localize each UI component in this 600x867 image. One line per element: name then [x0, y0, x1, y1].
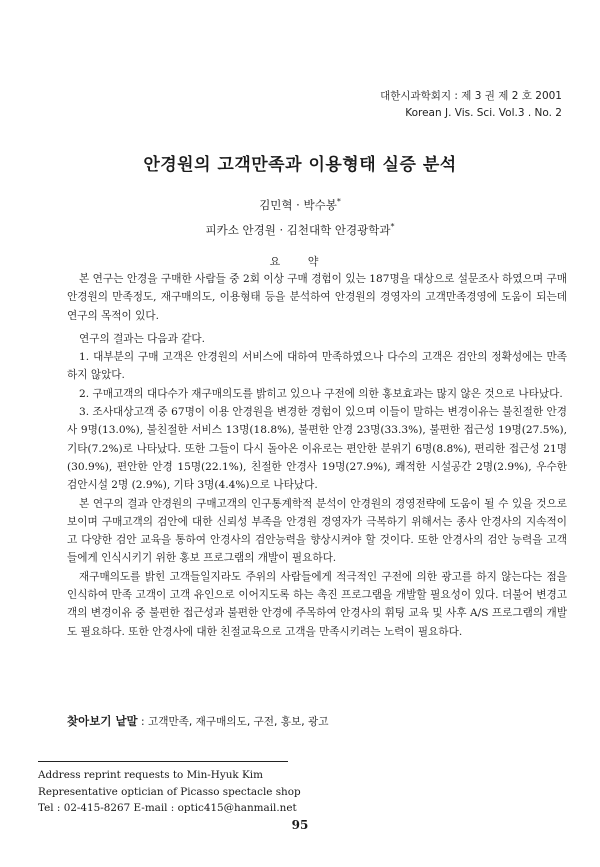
footnote-line-3: Tel : 02-415-8267 E-mail : optic415@hanmail.net: [38, 802, 297, 814]
footnote-line-2: Representative optician of Picasso spectacle shop: [38, 785, 301, 798]
abstract-paragraph: 2. 구매고객의 대다수가 재구매의도를 밝히고 있으나 구전에 의한 홍보효과는 많지 않은 것으로 나타났다.: [79, 387, 563, 400]
abstract-paragraph: 연구의 결과는 다음과 같다.: [79, 332, 206, 345]
journal-english: Korean J. Vis. Sci. Vol.3 . No. 2: [405, 107, 562, 119]
keywords-label: 찾아보기 낱말: [67, 714, 138, 728]
affiliation-line: [0, 216, 600, 241]
footnote-divider: [38, 761, 288, 762]
footnote-line-1: Address reprint requests to Min-Hyuk Kim: [38, 769, 263, 781]
abstract-paragraph: 본 연구의 결과 안경원의 구매고객의 인구통계학적 분석이 안경원의 경영전략에 도움이 될 수 있을 것으로 보이며 구매고객의 검안에 대한 신뢰성 부족을 안경원 경영자가 극복하기 위해서는 종사 안경사의 지속적이고 다양한 검안 교육을 통하여 안경사의 검안능력을 향상시켜야 할 것이다. 또한 안경사의 검안 능력을 고객들에게 인식시키기 위한 홍보 프로그램의 개발이 필요하다.: [67, 497, 567, 565]
page-number: 95: [291, 818, 309, 832]
abstract-heading: 요 약: [269, 255, 331, 268]
abstract-paragraph: 본 연구는 안경을 구매한 사람들 중 2회 이상 구매 경험이 있는 187명을 대상으로 설문조사 하였으며 구매 안경원의 만족정도, 재구매의도, 이용형태 등을 분석하여 안경원의 경영자의 고객만족경영에 도움이 되는데 연구의 목적이 있다.: [67, 273, 567, 322]
abstract-paragraph: 3. 조사대상고객 중 67명이 이용 안경원을 변경한 경험이 있으며 이들이 말하는 변경이유는 불친절한 안경사 9명(13.0%), 불친절한 서비스 13명(18.8%), 불편한 안경 23명(33.3%), 불편한 접근성 19명(27.5%), 기타(7.2%)로 나타났다. 또한 그들이 다시 돌아온 이유로는 편안한 분위기 6명(8.8%), 편리한 접근성 21명(30.9%), 편안한 안경 15명(22.1%), 친절한 안경사 19명(27.9%), 쾌적한 시설공간 2명(2.9%), 우수한 검안시설 2명 (2.9%), 기타 3명(4.4%)으로 나타났다.: [67, 406, 567, 492]
paper-title: 안경원의 고객만족과 이용형태 실증 분석: [143, 155, 457, 175]
journal-korean: 대한시과학회지 : 제 3 권 제 2 호 2001: [380, 90, 562, 102]
author-affiliation: 피카소 안경원 · 김천대학 안경광학과: [205, 222, 391, 237]
affiliation-mark: *: [390, 221, 395, 231]
author-names-line: [0, 191, 600, 216]
author-names: 김민혁 · 박수봉: [259, 197, 337, 212]
keywords-line: [67, 713, 567, 729]
author-block: [0, 191, 600, 241]
abstract-paragraph: 1. 대부분의 구매 고객은 안경원의 서비스에 대하여 만족하였으나 다수의 고객은 검안의 정확성에는 만족하지 않았다.: [67, 351, 567, 382]
abstract-paragraph: 재구매의도를 밝힌 고객들일지라도 주위의 사람들에게 적극적인 구전에 의한 광고를 하지 않는다는 점을 인식하여 만족 고객이 고객 유인으로 이어지도록 하는 촉진 프로그램을 개발할 필요성이 있다. 더불어 변경고객의 변경이유 중 불편한 접근성과 불편한 안경에 주목하여 안경사의 휘팅 교육 및 사후 A/S 프로그램의 개발도 필요하다. 또한 안경사에 대한 친절교육으로 고객을 만족시키려는 노력이 필요하다.: [67, 570, 567, 638]
keywords-text: : 고객만족, 재구매의도, 구전, 홍보, 광고: [141, 716, 329, 728]
footnote: [38, 767, 301, 817]
abstract-body: [67, 270, 567, 641]
journal-header: [380, 88, 562, 122]
author-mark: *: [336, 197, 341, 206]
